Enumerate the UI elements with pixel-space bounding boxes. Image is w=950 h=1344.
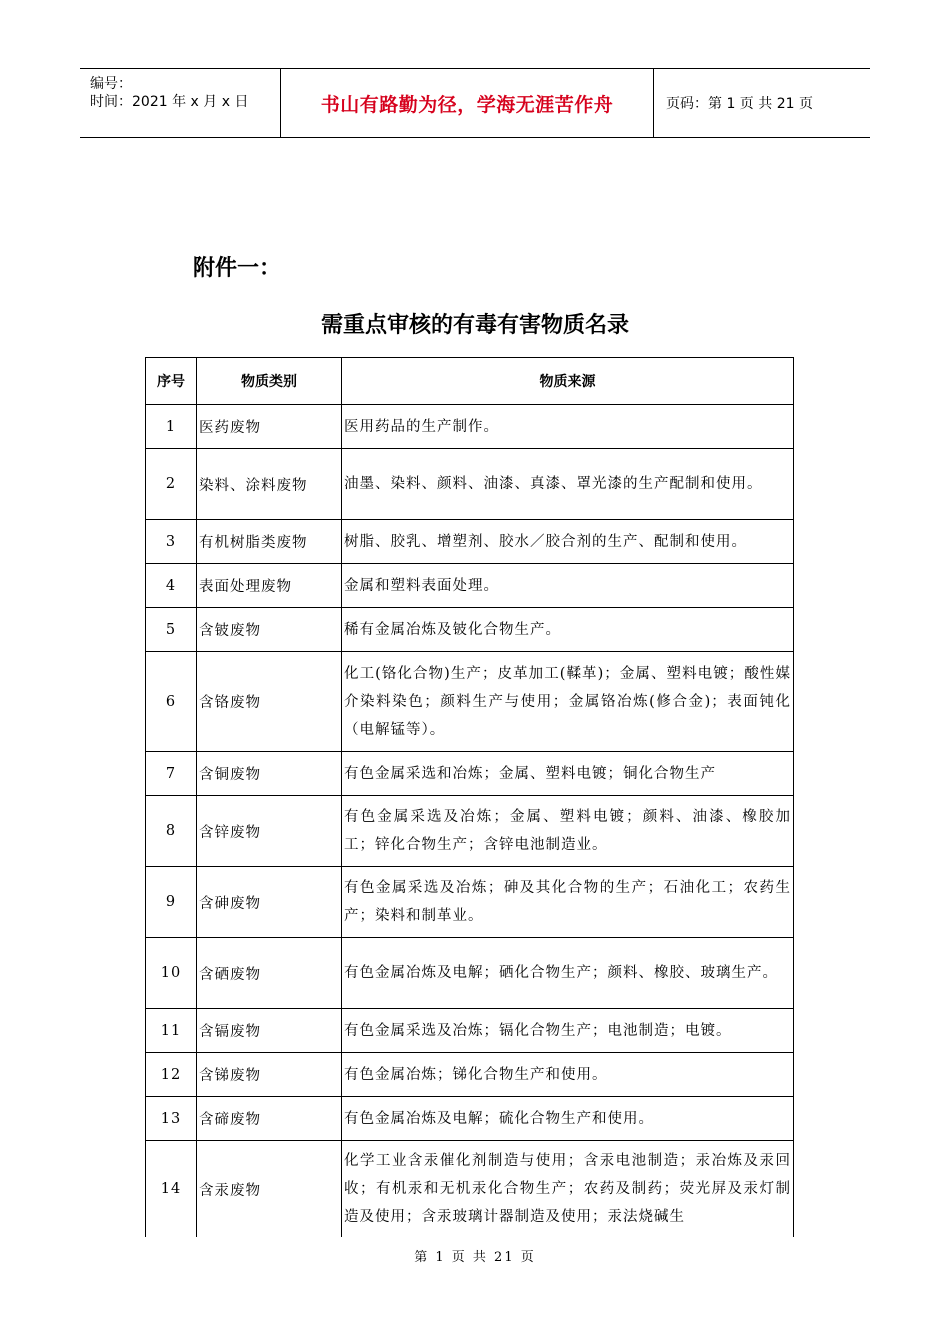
page-header bbox=[80, 68, 870, 138]
row-source: 有色金属冶炼；锑化合物生产和使用。 bbox=[342, 1053, 794, 1097]
table-row bbox=[146, 520, 794, 564]
row-category: 含硒废物 bbox=[197, 938, 342, 1009]
column-header-source: 物质来源 bbox=[342, 358, 794, 405]
table-row bbox=[146, 1009, 794, 1053]
row-number: 7 bbox=[146, 752, 197, 796]
row-category: 有机树脂类废物 bbox=[197, 520, 342, 564]
row-category: 染料、涂料废物 bbox=[197, 449, 342, 520]
row-number: 14 bbox=[146, 1141, 197, 1238]
row-source: 医用药品的生产制作。 bbox=[342, 405, 794, 449]
motto-text: 书山有路勤为径，学海无涯苦作舟 bbox=[320, 93, 614, 116]
row-source: 有色金属冶炼及电解；硫化合物生产和使用。 bbox=[342, 1097, 794, 1141]
row-source: 有色金属采选及冶炼；砷及其化合物的生产；石油化工；农药生产；染料和制革业。 bbox=[342, 867, 794, 938]
document-date: 时间：2021 年 x 月 x 日 bbox=[90, 94, 249, 110]
row-source: 化工(铬化合物)生产；皮革加工(鞣革)；金属、塑料电镀；酸性媒介染料染色；颜料生产与使用；金属铬冶炼(修合金)；表面钝化（电解锰等）。 bbox=[342, 652, 794, 752]
row-category: 含砷废物 bbox=[197, 867, 342, 938]
attachment-label: 附件一： bbox=[193, 256, 282, 281]
table-row bbox=[146, 564, 794, 608]
column-header-category: 物质类别 bbox=[197, 358, 342, 405]
row-category: 含铍废物 bbox=[197, 608, 342, 652]
row-number: 1 bbox=[146, 405, 197, 449]
row-category: 含锌废物 bbox=[197, 796, 342, 867]
row-category: 含铜废物 bbox=[197, 752, 342, 796]
row-category: 含锑废物 bbox=[197, 1053, 342, 1097]
row-category: 医药废物 bbox=[197, 405, 342, 449]
row-source: 稀有金属冶炼及铍化合物生产。 bbox=[342, 608, 794, 652]
document-title: 需重点审核的有毒有害物质名录 bbox=[320, 313, 629, 338]
row-number: 2 bbox=[146, 449, 197, 520]
row-number: 4 bbox=[146, 564, 197, 608]
substance-table bbox=[145, 357, 794, 1237]
table-row bbox=[146, 1097, 794, 1141]
row-category: 含铬废物 bbox=[197, 652, 342, 752]
row-category: 含汞废物 bbox=[197, 1141, 342, 1238]
row-number: 12 bbox=[146, 1053, 197, 1097]
header-page-cell bbox=[654, 69, 870, 137]
table-row bbox=[146, 796, 794, 867]
row-number: 9 bbox=[146, 867, 197, 938]
header-motto-cell bbox=[281, 69, 654, 137]
row-number: 6 bbox=[146, 652, 197, 752]
row-category: 含碲废物 bbox=[197, 1097, 342, 1141]
row-number: 5 bbox=[146, 608, 197, 652]
row-number: 10 bbox=[146, 938, 197, 1009]
column-header-no: 序号 bbox=[146, 358, 197, 405]
row-source: 有色金属冶炼及电解；硒化合物生产；颜料、橡胶、玻璃生产。 bbox=[342, 938, 794, 1009]
table-row bbox=[146, 608, 794, 652]
page-footer: 第 1 页 共 21 页 bbox=[414, 1250, 536, 1265]
row-number: 11 bbox=[146, 1009, 197, 1053]
row-source: 有色金属采选及冶炼；金属、塑料电镀；颜料、油漆、橡胶加工；锌化合物生产；含锌电池制造业。 bbox=[342, 796, 794, 867]
table-row bbox=[146, 1053, 794, 1097]
table-row bbox=[146, 652, 794, 752]
page-code: 页码：第 1 页 共 21 页 bbox=[666, 96, 813, 112]
table-row bbox=[146, 405, 794, 449]
table-row bbox=[146, 752, 794, 796]
row-category: 表面处理废物 bbox=[197, 564, 342, 608]
document-number-label: 编号： bbox=[90, 76, 132, 92]
table-header-row bbox=[146, 358, 794, 405]
table-row bbox=[146, 1141, 794, 1238]
row-category: 含镉废物 bbox=[197, 1009, 342, 1053]
row-number: 3 bbox=[146, 520, 197, 564]
table-row bbox=[146, 867, 794, 938]
row-number: 8 bbox=[146, 796, 197, 867]
row-source: 油墨、染料、颜料、油漆、真漆、罩光漆的生产配制和使用。 bbox=[342, 449, 794, 520]
table-row bbox=[146, 449, 794, 520]
row-source: 有色金属采选及冶炼；镉化合物生产；电池制造；电镀。 bbox=[342, 1009, 794, 1053]
row-number: 13 bbox=[146, 1097, 197, 1141]
row-source: 金属和塑料表面处理。 bbox=[342, 564, 794, 608]
row-source: 树脂、胶乳、增塑剂、胶水／胶合剂的生产、配制和使用。 bbox=[342, 520, 794, 564]
table-row bbox=[146, 938, 794, 1009]
row-source: 有色金属采选和冶炼；金属、塑料电镀；铜化合物生产 bbox=[342, 752, 794, 796]
header-meta bbox=[80, 69, 281, 137]
row-source: 化学工业含汞催化剂制造与使用；含汞电池制造；汞冶炼及汞回收；有机汞和无机汞化合物生产；农药及制药；荧光屏及汞灯制造及使用；含汞玻璃计器制造及使用；汞法烧碱生 bbox=[342, 1141, 794, 1238]
